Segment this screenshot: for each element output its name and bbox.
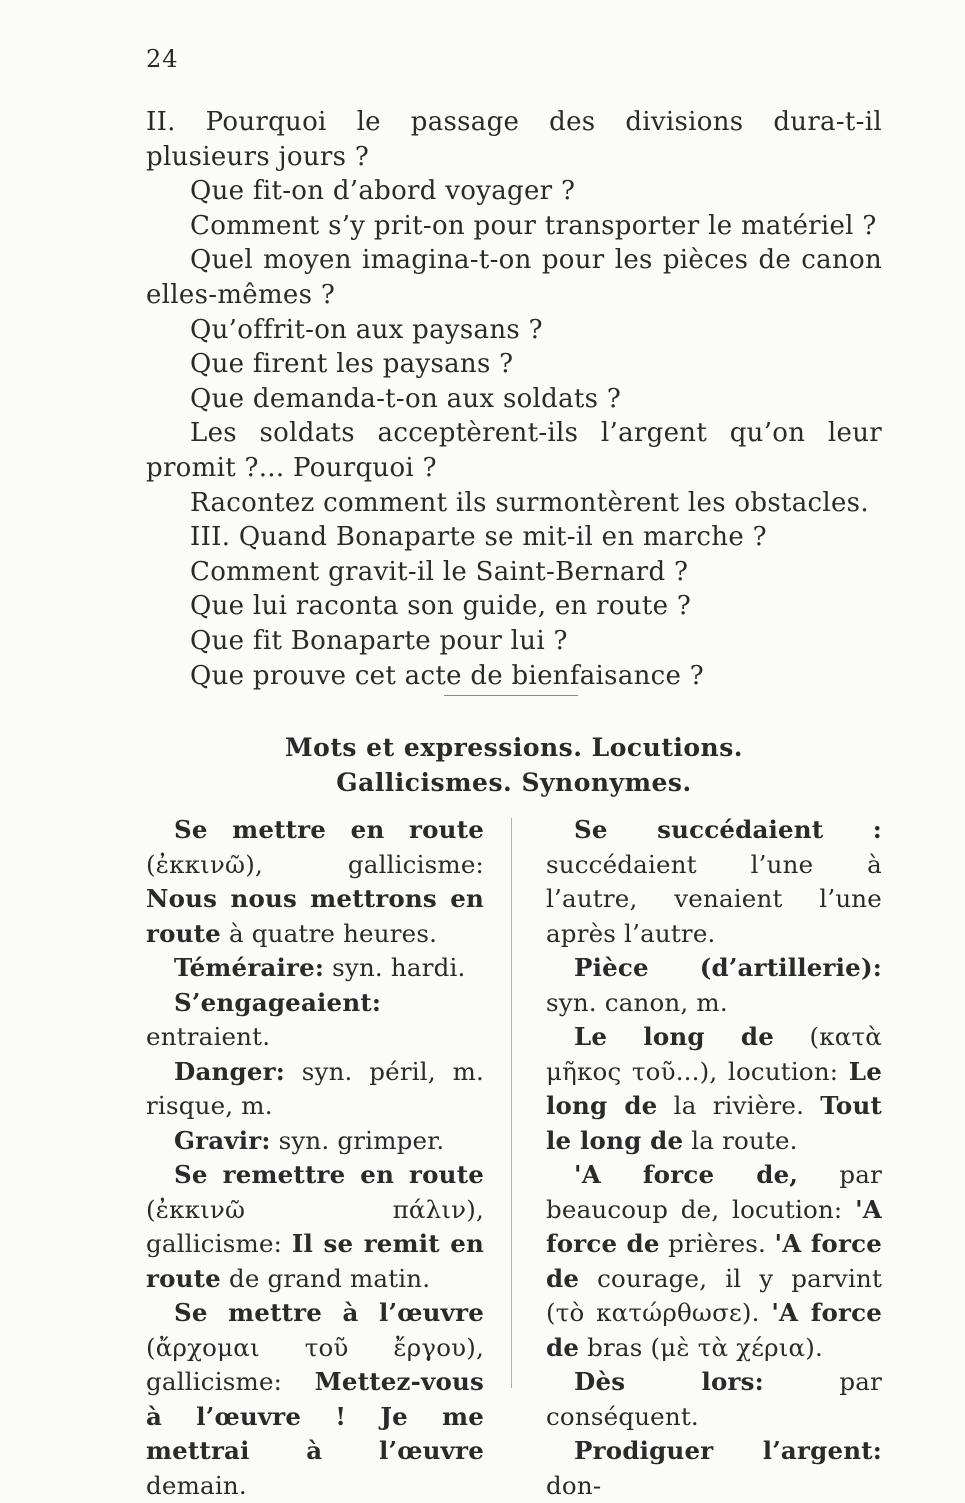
page-number: 24 — [146, 45, 179, 73]
question: III. Quand Bonaparte se mit-il en marche ? — [190, 522, 767, 553]
question: Que prouve cet acte de bienfaisance ? — [190, 660, 705, 691]
vocab-term: Gravir: — [174, 1125, 271, 1155]
vocab-definition: par conséquent. — [546, 1367, 882, 1431]
question: Qu’offrit-on aux paysans ? — [190, 314, 543, 345]
vocab-entry — [546, 1434, 882, 1503]
vocab-term: S’engageaient: — [174, 987, 382, 1017]
vocab-entry — [546, 1020, 882, 1158]
vocab-definition: la route. — [683, 1125, 798, 1155]
vocab-definition: succédaient l’une à l’autre, venaient l’une après l’autre. — [546, 849, 882, 948]
vocab-entry — [146, 986, 484, 1055]
section-heading-line2: Gallicismes. Synonymes. — [336, 768, 692, 797]
vocab-term: Se mettre à l’œuvre — [174, 1298, 484, 1327]
review-questions — [146, 105, 882, 693]
vocab-entry — [146, 951, 484, 986]
vocabulary-left-column — [146, 813, 484, 1503]
question: Que fit-on d’abord voyager ? — [190, 176, 576, 207]
vocab-example: Le long de — [546, 1056, 882, 1120]
vocabulary-right-column — [546, 813, 882, 1503]
question: Que demanda-t-on aux soldats ? — [190, 383, 622, 414]
vocab-definition: syn. hardi. — [324, 953, 466, 982]
vocab-definition: par beaucoup de, locution: — [546, 1160, 882, 1224]
vocab-entry — [546, 1365, 882, 1434]
vocab-entry — [146, 1296, 484, 1503]
vocab-term: Prodiguer l’argent: — [574, 1436, 882, 1465]
vocab-definition: syn. canon, m. — [546, 987, 728, 1017]
vocab-example: Nous nous mettrons en route — [146, 884, 484, 948]
question: Que fit Bonaparte pour lui ? — [190, 625, 568, 656]
vocab-example: 'A force de — [546, 1298, 883, 1362]
vocab-entry — [546, 813, 882, 951]
vocab-term: Se remettre en route — [174, 1160, 484, 1189]
vocab-term: Le long de — [574, 1022, 775, 1051]
question: Racontez comment ils surmontèrent les obstacles. — [190, 487, 869, 518]
vocab-definition: (ἐκκινῶ), gallicisme: — [146, 849, 484, 879]
vocab-definition: syn. péril, m. risque, m. — [146, 1056, 484, 1120]
question: II. Pourquoi le passage des divisions dura-t-il plusieurs jours ? — [146, 107, 882, 172]
column-divider — [511, 818, 512, 1388]
vocab-term: Se succédaient : — [574, 815, 882, 844]
vocab-entry — [146, 1055, 484, 1124]
vocab-example: 'A force de — [546, 1229, 882, 1293]
vocab-term: 'A force de, — [574, 1160, 799, 1189]
vocab-definition: entraient. — [146, 1022, 271, 1051]
vocab-definition: de grand matin. — [220, 1263, 431, 1293]
vocab-definition: don- — [546, 1470, 602, 1500]
vocab-term: Téméraire: — [174, 953, 325, 982]
vocab-definition: à quatre heures. — [220, 918, 438, 948]
vocab-definition: syn. grimper. — [270, 1125, 445, 1155]
vocab-term: Pièce (d’artillerie): — [574, 953, 882, 982]
vocab-example: 'A force de — [546, 1194, 882, 1258]
vocab-definition: demain. — [146, 1470, 247, 1500]
vocab-definition: bras (μὲ τὰ χέρια). — [579, 1332, 824, 1362]
vocab-entry — [546, 951, 882, 1020]
vocab-entry — [546, 1158, 882, 1365]
section-heading-line1: Mots et expressions. Locutions. — [284, 733, 743, 762]
vocab-example: Mettez-vous à l’œuvre ! Je me mettrai à l’œuvre — [146, 1367, 484, 1465]
vocab-entry — [146, 1124, 484, 1159]
vocab-entry — [146, 813, 484, 951]
vocab-term: Dès lors: — [574, 1367, 764, 1396]
vocab-definition: (ἄρχομαι τοῦ ἔργου), gallicisme: — [146, 1332, 484, 1396]
question: Comment gravit-il le Saint-Bernard ? — [190, 556, 689, 587]
section-heading — [146, 730, 882, 800]
vocab-definition: la rivière. — [657, 1091, 821, 1120]
question: Que firent les paysans ? — [190, 349, 514, 380]
vocab-definition: (κατὰ μῆκος τοῦ...), locution: — [546, 1022, 882, 1086]
vocab-term: Se mettre en route — [174, 815, 484, 844]
vocab-example: Il se remit en route — [146, 1229, 484, 1293]
vocab-definition: prières. — [659, 1229, 775, 1258]
vocab-definition: courage, il y parvint (τὸ κατώρθωσε). — [546, 1263, 882, 1327]
question: Quel moyen imagina-t-on pour les pièces de canon elles-mêmes ? — [146, 245, 882, 310]
vocab-entry — [146, 1158, 484, 1296]
vocab-example: Tout le long de — [546, 1091, 882, 1155]
vocab-term: Danger: — [174, 1056, 286, 1086]
question: Que lui raconta son guide, en route ? — [190, 591, 692, 622]
section-divider — [444, 695, 578, 696]
vocab-definition: (ἐκκινῶ πάλιν), gallicisme: — [146, 1194, 484, 1258]
question: Les soldats acceptèrent-ils l’argent qu’on leur promit ?... Pourquoi ? — [146, 418, 882, 483]
question: Comment s’y prit-on pour transporter le matériel ? — [190, 210, 877, 241]
